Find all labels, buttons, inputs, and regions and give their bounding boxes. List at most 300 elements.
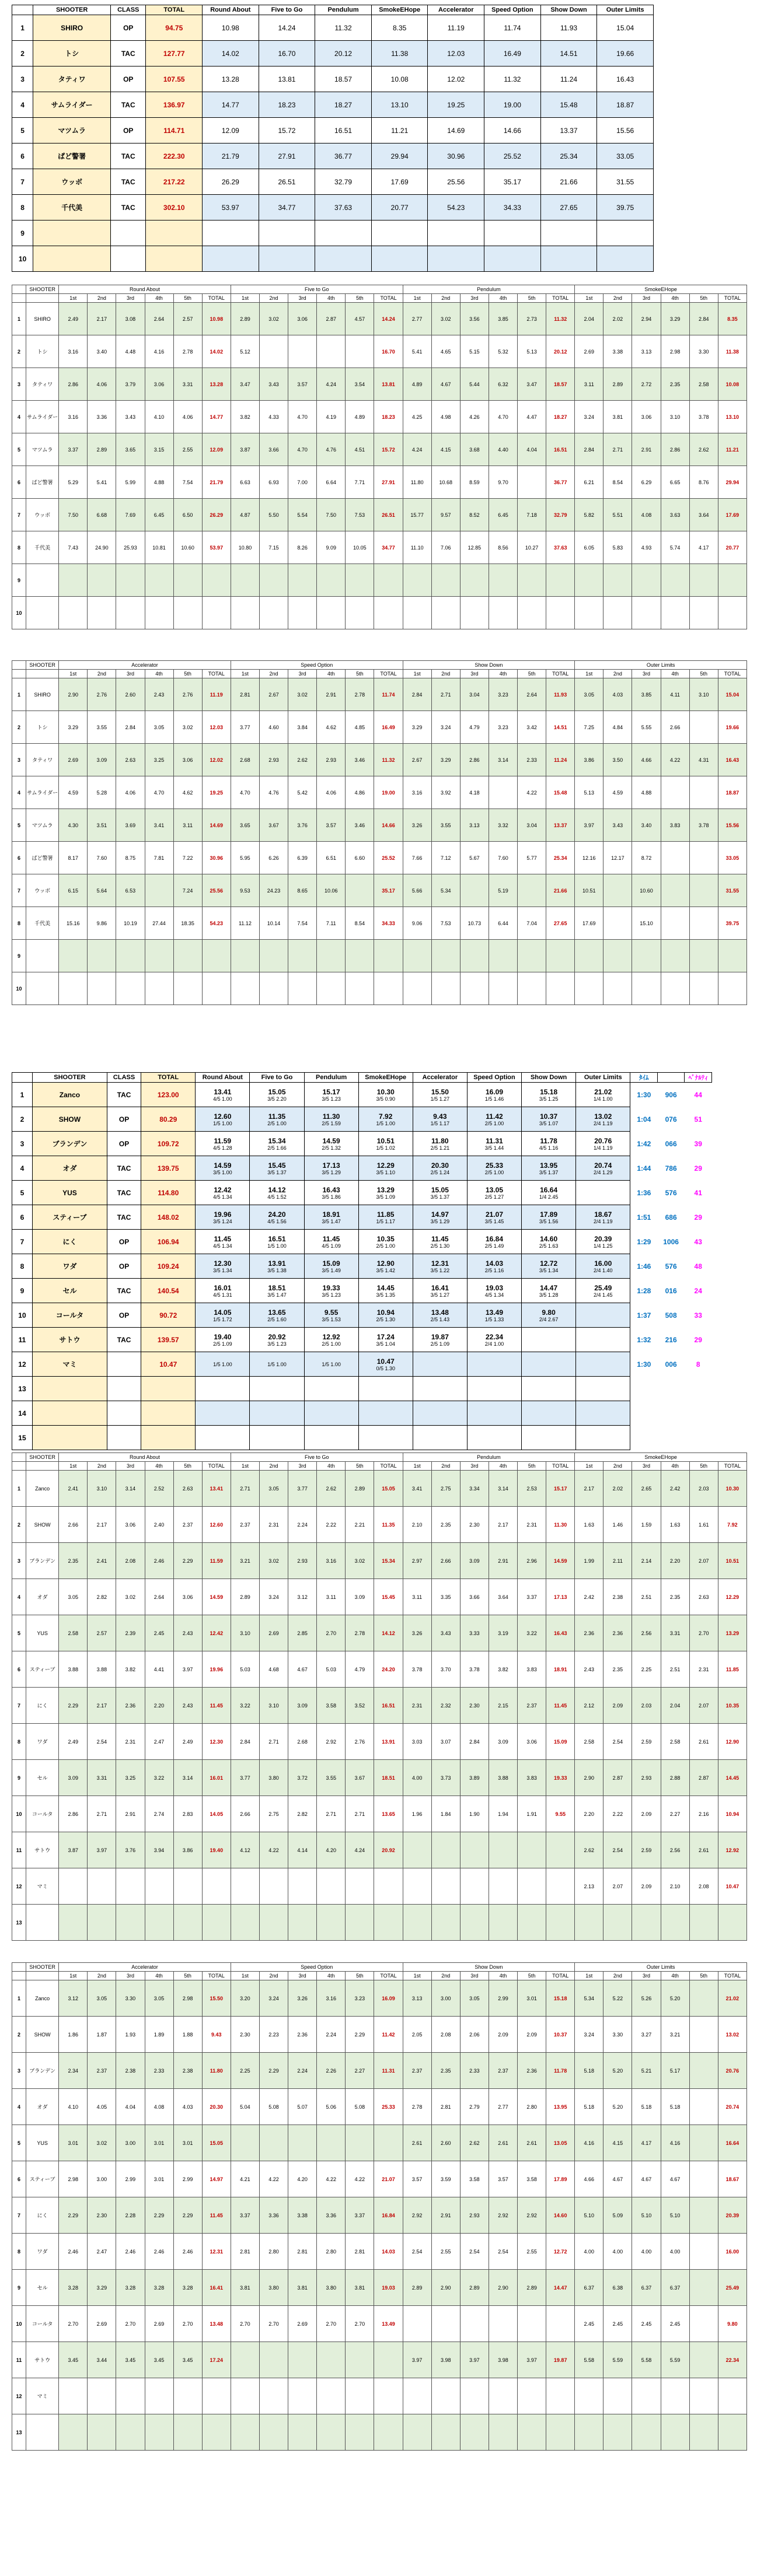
- header-number: [12, 1963, 26, 1972]
- stage-time: 14.24: [259, 15, 315, 41]
- string-time: 6.53: [116, 874, 145, 907]
- string-time: 3.26: [288, 1980, 317, 2017]
- stage-time: [358, 1107, 413, 1132]
- string-time: 2.70: [116, 2306, 145, 2342]
- string-time: 5.12: [231, 335, 259, 368]
- string-time: 2.90: [489, 2270, 517, 2306]
- stage-time: 27.91: [259, 144, 315, 169]
- string-time: 3.05: [145, 711, 173, 744]
- stage-time: [576, 1401, 630, 1426]
- string-time: 2.93: [259, 744, 288, 776]
- stage-penalty: 2/5 1.00: [484, 1169, 504, 1175]
- string-time: 3.66: [260, 433, 288, 466]
- stage-time: [196, 1107, 250, 1132]
- shooter-total: 90.72: [141, 1303, 196, 1328]
- stage-total: [202, 2378, 231, 2414]
- string-time: 12.16: [575, 842, 603, 874]
- stage-penalty: 3/5 1.45: [484, 1218, 504, 1224]
- string-time: 4.24: [346, 1832, 374, 1868]
- string-time: 2.91: [116, 1796, 145, 1832]
- penalty-value: [685, 1377, 712, 1401]
- string-time: 3.57: [317, 809, 346, 842]
- string-time: 2.62: [689, 433, 718, 466]
- string-time: 2.77: [489, 2089, 517, 2125]
- stage-time-value: 16.84: [485, 1234, 503, 1243]
- shooter-class: OP: [107, 1230, 141, 1254]
- string-time: 11.10: [403, 531, 431, 564]
- stage-penalty: 2/4 2.67: [539, 1316, 559, 1322]
- header-sub: 2nd: [431, 1972, 460, 1980]
- string-time: 3.09: [460, 1543, 489, 1579]
- stage-time: [196, 1205, 250, 1230]
- string-time: 5.66: [403, 874, 431, 907]
- string-time: 2.66: [431, 1543, 460, 1579]
- string-time: 3.98: [489, 2342, 517, 2378]
- string-time: [288, 940, 317, 972]
- header-sub: 1st: [403, 294, 431, 303]
- string-time: [431, 1832, 460, 1868]
- string-time: 2.82: [288, 1796, 317, 1832]
- stage-total: 18.23: [374, 401, 403, 433]
- string-time: 4.70: [288, 433, 317, 466]
- string-time: 2.51: [661, 1651, 689, 1688]
- stage-total: [374, 940, 403, 972]
- string-time: [116, 597, 145, 629]
- string-time: [603, 564, 632, 597]
- row-number: 7: [12, 169, 33, 195]
- stage-penalty: 2/5 1.27: [484, 1194, 504, 1200]
- stage-penalty: 3/5 1.56: [539, 1218, 559, 1224]
- shooter-name: ワダ: [26, 2234, 59, 2270]
- string-time: 7.69: [116, 499, 145, 531]
- string-time: 8.56: [489, 531, 517, 564]
- string-time: [317, 335, 346, 368]
- penalty-value: 41: [694, 1188, 702, 1197]
- string-time: [603, 874, 632, 907]
- string-time: 12.17: [603, 842, 632, 874]
- detail-grid: [12, 1452, 747, 1941]
- string-time: 3.77: [231, 711, 259, 744]
- string-time: 1.63: [661, 1507, 689, 1543]
- shooter-total: 109.24: [141, 1254, 196, 1279]
- stage-time: [413, 1132, 467, 1156]
- hit-value: [657, 1426, 685, 1450]
- string-time: 2.02: [603, 303, 632, 335]
- string-time: 3.05: [145, 1980, 173, 2017]
- header-sub: 3rd: [632, 1972, 661, 1980]
- stage-time-value: 14.59: [322, 1136, 340, 1145]
- string-time: 5.34: [431, 874, 460, 907]
- stage-total: 11.45: [202, 1688, 231, 1724]
- header-sub: 3rd: [288, 1462, 317, 1471]
- string-time: 6.15: [59, 874, 88, 907]
- string-time: [489, 972, 517, 1005]
- string-time: 4.68: [260, 1651, 288, 1688]
- stage-total: 22.34: [718, 2342, 746, 2378]
- stage-total: 14.47: [546, 2270, 575, 2306]
- string-time: 8.75: [116, 842, 145, 874]
- string-time: 10.68: [431, 466, 460, 499]
- string-time: 2.86: [460, 744, 489, 776]
- string-time: 3.05: [260, 1471, 288, 1507]
- shooter-name: [26, 2414, 59, 2451]
- stage-time: [304, 1426, 358, 1450]
- string-time: 3.77: [288, 1471, 317, 1507]
- stage-time: [196, 1132, 250, 1156]
- string-time: [575, 597, 603, 629]
- stage-total: 11.32: [546, 303, 575, 335]
- string-time: 2.25: [231, 2053, 259, 2089]
- header-blank: [12, 1462, 26, 1471]
- string-time: 3.02: [173, 711, 202, 744]
- stage-total: [374, 564, 403, 597]
- string-time: 2.89: [346, 1471, 374, 1507]
- stage-total: 11.80: [202, 2053, 231, 2089]
- string-time: 4.14: [288, 1832, 317, 1868]
- string-time: [689, 940, 718, 972]
- stage-penalty: 2/5 1.09: [430, 1340, 450, 1347]
- header-sub: 1st: [231, 670, 259, 678]
- string-time: 5.41: [403, 335, 431, 368]
- string-time: 4.11: [661, 678, 689, 711]
- string-time: 2.07: [689, 1543, 718, 1579]
- string-time: 3.08: [116, 303, 145, 335]
- stage-time: [358, 1303, 413, 1328]
- string-time: [661, 1905, 689, 1941]
- row-number: 6: [12, 466, 26, 499]
- stage-total: 18.57: [546, 368, 575, 401]
- string-time: [489, 597, 517, 629]
- string-time: 3.38: [288, 2197, 317, 2234]
- string-time: [689, 2161, 718, 2197]
- stage-time: 14.51: [540, 41, 597, 66]
- string-time: 5.18: [661, 2089, 689, 2125]
- string-time: 4.16: [575, 2125, 603, 2161]
- string-time: 3.29: [431, 744, 460, 776]
- string-time: 2.36: [575, 1615, 603, 1651]
- row-number: 9: [12, 2270, 26, 2306]
- string-time: 3.37: [231, 2197, 259, 2234]
- stage-total: 15.18: [546, 1980, 575, 2017]
- header-sub: 4th: [489, 1462, 517, 1471]
- stage-time: 31.55: [597, 169, 654, 195]
- stage-time: 10.98: [203, 15, 259, 41]
- string-time: 2.93: [288, 1543, 317, 1579]
- string-time: 3.51: [88, 809, 116, 842]
- string-time: 2.73: [518, 303, 546, 335]
- stage-time-value: 19.33: [322, 1283, 340, 1292]
- header-stage: Round About: [59, 285, 231, 294]
- string-time: 4.15: [431, 433, 460, 466]
- string-time: 2.12: [575, 1688, 603, 1724]
- stage-total: 15.48: [546, 776, 575, 809]
- string-time: 3.88: [489, 1760, 517, 1796]
- string-time: 3.42: [518, 711, 546, 744]
- stage-time: [576, 1132, 630, 1156]
- string-time: 4.79: [346, 1651, 374, 1688]
- stage-penalty: 3/5 1.37: [430, 1194, 450, 1200]
- string-time: 5.03: [317, 1651, 346, 1688]
- string-time: 3.23: [489, 678, 517, 711]
- stage-time-value: 16.01: [214, 1283, 232, 1292]
- string-time: 4.84: [603, 711, 632, 744]
- string-time: 2.84: [460, 1724, 489, 1760]
- string-time: [689, 776, 718, 809]
- stage-total: [546, 2306, 575, 2342]
- row-number: 6: [12, 2161, 26, 2197]
- string-time: 7.66: [403, 842, 431, 874]
- string-time: 2.39: [116, 1615, 145, 1651]
- stage-total: [202, 564, 231, 597]
- stage-time-value: 11.35: [268, 1112, 286, 1121]
- string-time: [489, 776, 517, 809]
- stage-time: 11.21: [371, 118, 428, 144]
- string-time: 2.66: [661, 711, 689, 744]
- string-time: 2.84: [575, 433, 603, 466]
- string-time: 2.43: [575, 1651, 603, 1688]
- stage-total: 16.70: [374, 335, 403, 368]
- string-time: 2.37: [403, 2053, 431, 2089]
- stage-time: [576, 1328, 630, 1352]
- string-time: [231, 972, 259, 1005]
- stage-total: 10.37: [546, 2017, 575, 2053]
- string-time: [317, 564, 346, 597]
- stage-total: 11.45: [546, 1688, 575, 1724]
- string-time: [489, 1868, 517, 1905]
- stage-total: 15.05: [202, 2125, 231, 2161]
- stage-penalty: 4/5 1.34: [484, 1292, 504, 1298]
- header-stage: Round About: [203, 5, 259, 15]
- stage-time: [467, 1377, 521, 1401]
- stage-total: 10.35: [718, 1688, 746, 1724]
- header-stage: Pendulum: [403, 1453, 575, 1462]
- stage-time-value: 21.07: [485, 1210, 503, 1219]
- stage-time-value: 15.05: [268, 1087, 286, 1096]
- string-time: 3.36: [259, 2197, 288, 2234]
- stage-time: [196, 1303, 250, 1328]
- stage-total: [546, 1868, 575, 1905]
- string-time: 3.02: [116, 1579, 145, 1615]
- stage-penalty: 3/5 1.28: [539, 1292, 559, 1298]
- stage-time: [522, 1083, 576, 1107]
- string-time: 2.09: [603, 1688, 632, 1724]
- string-time: 2.37: [518, 1688, 546, 1724]
- string-time: 5.20: [603, 2053, 632, 2089]
- string-time: 2.42: [661, 1471, 689, 1507]
- stage-time: 19.25: [428, 92, 484, 118]
- string-time: 7.54: [173, 466, 202, 499]
- string-time: [145, 874, 173, 907]
- string-time: 2.84: [231, 1724, 259, 1760]
- string-time: 3.55: [317, 1760, 346, 1796]
- row-number: 7: [12, 1688, 26, 1724]
- string-time: [88, 2378, 116, 2414]
- header-shooter: SHOOTER: [26, 1963, 59, 1972]
- row-number: 12: [12, 1868, 26, 1905]
- row-number: 5: [12, 1181, 33, 1205]
- string-time: 2.45: [661, 2306, 689, 2342]
- header-blank: [26, 670, 59, 678]
- string-time: 2.81: [431, 2089, 460, 2125]
- header-sub: 3rd: [116, 294, 145, 303]
- string-time: 2.09: [489, 2017, 517, 2053]
- string-time: 3.57: [403, 2161, 431, 2197]
- stage-time: [413, 1181, 467, 1205]
- stage-time: [304, 1156, 358, 1181]
- stage-total: [546, 597, 575, 629]
- shooter-name: SHOW: [32, 1107, 107, 1132]
- stage-penalty: 3/5 1.34: [213, 1267, 232, 1273]
- string-time: 4.20: [288, 2161, 317, 2197]
- string-time: 2.55: [431, 2234, 460, 2270]
- string-time: 2.62: [288, 744, 317, 776]
- string-time: 1.63: [575, 1507, 603, 1543]
- string-time: 2.20: [661, 1543, 689, 1579]
- stage-penalty: 3/5 1.44: [484, 1144, 504, 1151]
- string-time: 2.78: [346, 678, 374, 711]
- stage-total: 8.35: [718, 303, 746, 335]
- header-blank: [26, 1972, 59, 1980]
- string-time: 2.91: [317, 678, 346, 711]
- string-time: 2.08: [431, 2017, 460, 2053]
- string-time: 3.44: [88, 2342, 116, 2378]
- stage-penalty: 4/5 1.56: [267, 1218, 287, 1224]
- string-time: 10.51: [575, 874, 603, 907]
- string-time: 6.39: [288, 842, 317, 874]
- string-time: 6.51: [317, 842, 346, 874]
- string-time: 5.10: [632, 2197, 661, 2234]
- string-time: 5.95: [231, 842, 259, 874]
- stage-total: 13.65: [374, 1796, 403, 1832]
- string-time: [88, 2414, 116, 2451]
- shooter-class: [107, 1352, 141, 1377]
- string-time: [317, 972, 346, 1005]
- string-time: [689, 564, 718, 597]
- string-time: 3.81: [231, 2270, 259, 2306]
- stage-time: [371, 220, 428, 246]
- stage-time: [467, 1254, 521, 1279]
- shooter-total: 148.02: [141, 1205, 196, 1230]
- string-time: 3.05: [59, 1579, 88, 1615]
- stage-total: 10.98: [202, 303, 231, 335]
- row-number: 11: [12, 2342, 26, 2378]
- string-time: [88, 564, 116, 597]
- string-time: [460, 1905, 489, 1941]
- row-number: 6: [12, 842, 26, 874]
- header-shooter: SHOOTER: [26, 285, 59, 294]
- string-time: [260, 597, 288, 629]
- hit-value: 006: [665, 1360, 677, 1368]
- stage-time: [315, 220, 372, 246]
- hit-value: 066: [665, 1139, 677, 1148]
- string-time: 4.04: [116, 2089, 145, 2125]
- hit-value: 016: [665, 1286, 677, 1295]
- row-number: 11: [12, 1832, 26, 1868]
- string-time: 15.16: [59, 907, 88, 940]
- shooter-class: TAC: [111, 92, 146, 118]
- shooter-total: 107.55: [146, 66, 203, 92]
- string-time: 6.65: [661, 466, 689, 499]
- stage-time: [250, 1083, 304, 1107]
- string-time: 4.86: [346, 776, 374, 809]
- string-time: [460, 972, 489, 1005]
- string-time: 2.91: [632, 433, 661, 466]
- stage-time-value: 14.97: [431, 1210, 449, 1219]
- stage-time-value: 20.74: [594, 1161, 612, 1170]
- string-time: [518, 972, 546, 1005]
- string-time: 2.80: [259, 2234, 288, 2270]
- header-sub: TOTAL: [718, 1462, 746, 1471]
- stage-time: [250, 1205, 304, 1230]
- string-time: 2.86: [59, 1796, 88, 1832]
- stage-time-value: 14.47: [540, 1283, 558, 1292]
- string-time: 3.37: [518, 1579, 546, 1615]
- stage-penalty: 1/4 1.25: [593, 1242, 613, 1249]
- string-time: 1.96: [403, 1796, 431, 1832]
- string-time: [661, 972, 689, 1005]
- shooter-total: 217.22: [146, 169, 203, 195]
- shooter-class: TAC: [111, 144, 146, 169]
- hit-value: 576: [665, 1262, 677, 1270]
- stage-time: 14.02: [203, 41, 259, 66]
- string-time: 5.59: [661, 2342, 689, 2378]
- string-time: 2.29: [173, 1543, 202, 1579]
- string-time: [259, 972, 288, 1005]
- string-time: 24.23: [259, 874, 288, 907]
- stage-time-value: 22.34: [485, 1332, 503, 1341]
- string-time: 2.45: [632, 2306, 661, 2342]
- string-time: 2.69: [88, 2306, 116, 2342]
- header-blank: [657, 1073, 685, 1083]
- stage-total: 17.69: [718, 499, 746, 531]
- shooter-name: SHIRO: [26, 303, 59, 335]
- string-time: [173, 2378, 202, 2414]
- string-time: [460, 597, 489, 629]
- header-sub: 4th: [145, 294, 173, 303]
- stage-penalty: 1/5 1.46: [484, 1096, 504, 1102]
- header-sub: TOTAL: [546, 670, 575, 678]
- string-time: [689, 2125, 718, 2161]
- header-time: ﾀｲﾑ: [630, 1073, 658, 1083]
- string-time: 3.84: [288, 711, 317, 744]
- header-sub: 2nd: [603, 1972, 632, 1980]
- string-time: 2.35: [59, 1543, 88, 1579]
- string-time: 3.45: [173, 2342, 202, 2378]
- header-stage: Outer Limits: [575, 661, 747, 670]
- stage-penalty: 2/5 1.49: [484, 1242, 504, 1249]
- penalty-value: 44: [694, 1090, 702, 1099]
- stage-time-value: 19.96: [214, 1210, 232, 1219]
- string-time: [661, 907, 689, 940]
- stage-total: [546, 1905, 575, 1941]
- stage-total: 14.60: [546, 2197, 575, 2234]
- row-number: 2: [12, 711, 26, 744]
- string-time: 4.62: [317, 711, 346, 744]
- string-time: 9.86: [88, 907, 116, 940]
- stage-penalty: 2/5 1.00: [322, 1340, 341, 1347]
- stage-total: 27.91: [374, 466, 403, 499]
- string-time: [403, 564, 431, 597]
- header-stage: Pendulum: [304, 1073, 358, 1083]
- header-stage: Pendulum: [403, 285, 575, 294]
- stage-penalty: 2/4 1.00: [484, 1340, 504, 1347]
- shooter-name: サトウ: [26, 2342, 59, 2378]
- string-time: [116, 2378, 145, 2414]
- string-time: 2.30: [88, 2197, 116, 2234]
- stage-total: 11.32: [374, 744, 403, 776]
- string-time: 3.29: [88, 2270, 116, 2306]
- string-time: 2.47: [88, 2234, 116, 2270]
